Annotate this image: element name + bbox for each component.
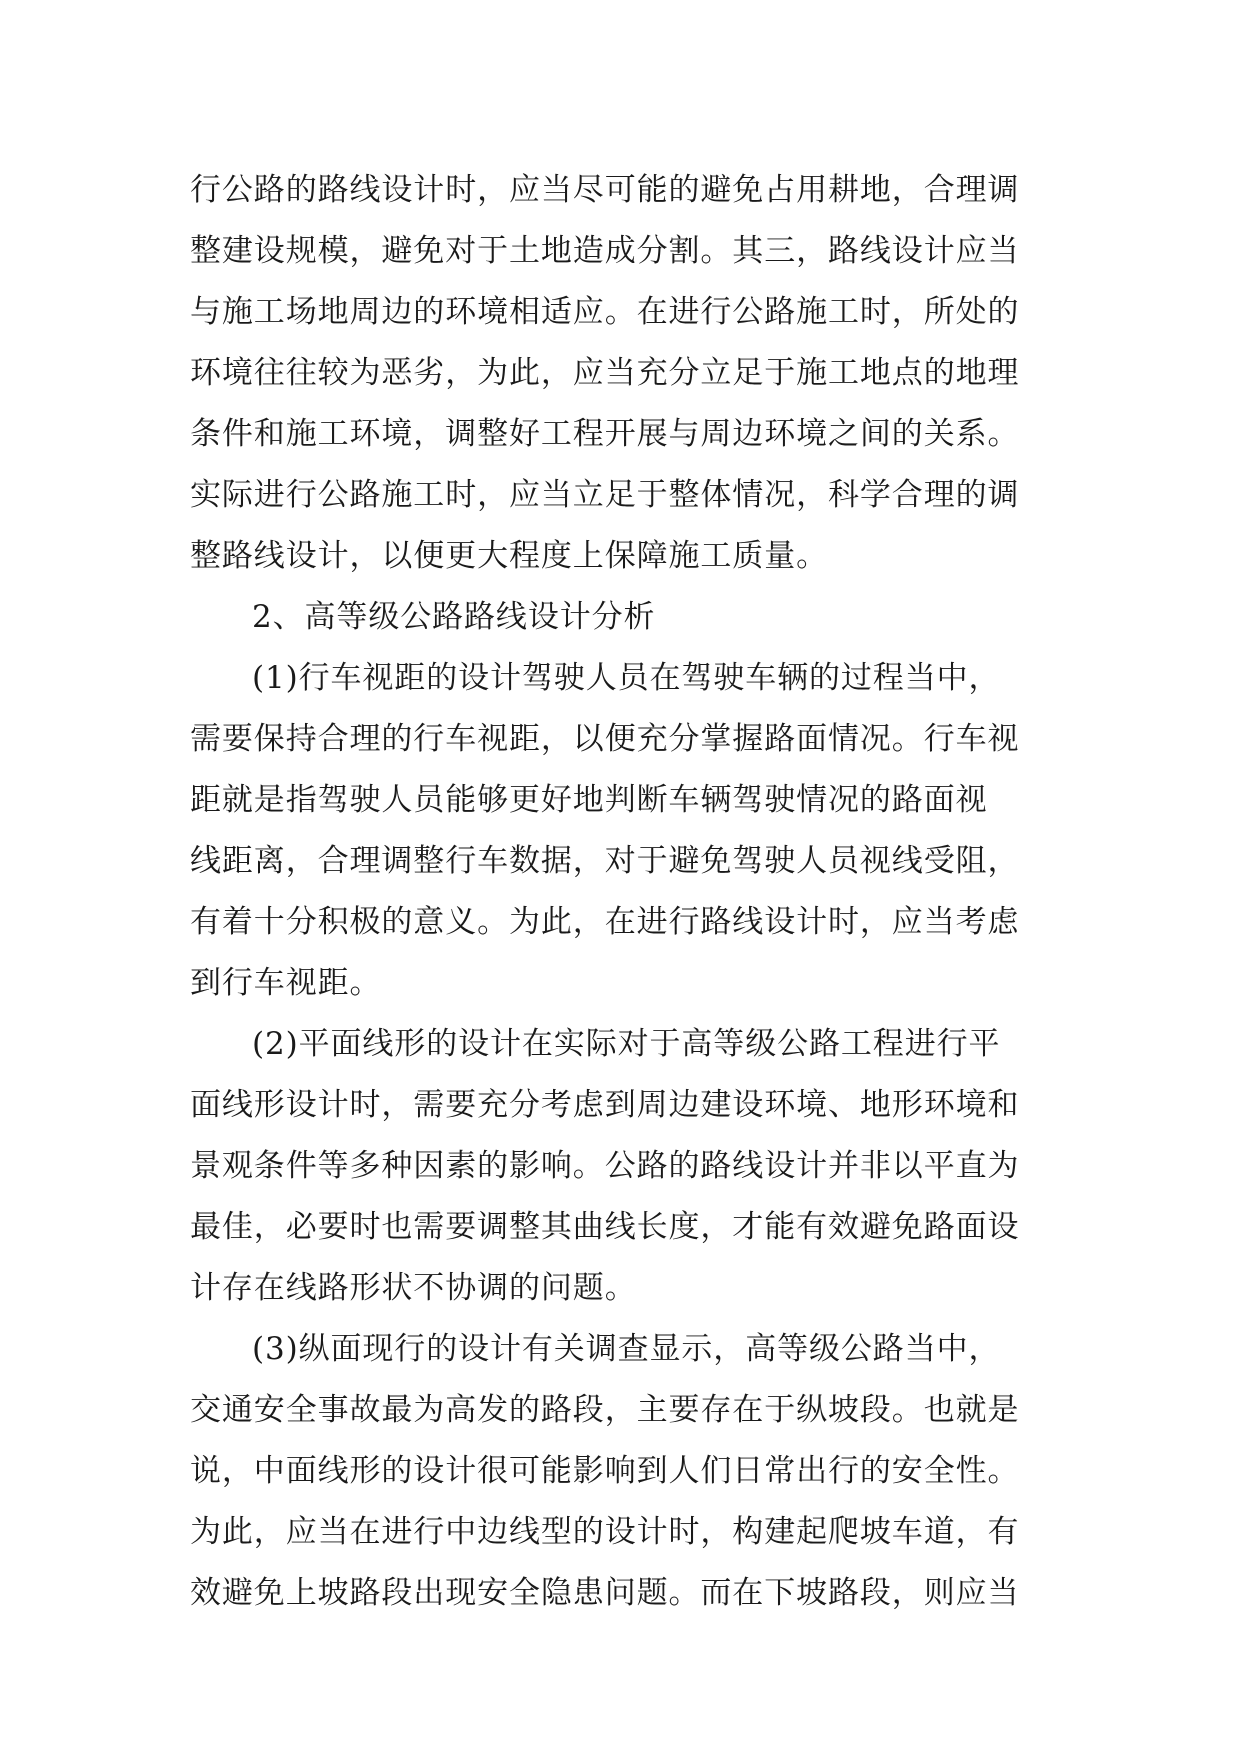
text-line: 为此，应当在进行中边线型的设计时，构建起爬坡车道，有 bbox=[190, 1514, 1020, 1550]
text-line: 面线形设计时，需要充分考虑到周边建设环境、地形环境和 bbox=[190, 1087, 1020, 1123]
section-heading: 2、高等级公路路线设计分析 bbox=[252, 599, 656, 635]
paragraph-start: (3)纵面现行的设计有关调查显示，高等级公路当中， bbox=[252, 1331, 1001, 1367]
text-line: 线距离，合理调整行车数据，对于避免驾驶人员视线受阻， bbox=[190, 843, 1020, 879]
text-line: 需要保持合理的行车视距，以便充分掌握路面情况。行车视 bbox=[190, 721, 1020, 757]
text-line: 到行车视距。 bbox=[190, 965, 382, 1001]
text-line: 最佳，必要时也需要调整其曲线长度，才能有效避免路面设 bbox=[190, 1209, 1020, 1245]
text-line: 景观条件等多种因素的影响。公路的路线设计并非以平直为 bbox=[190, 1148, 1020, 1184]
text-line: 距就是指驾驶人员能够更好地判断车辆驾驶情况的路面视 bbox=[190, 782, 988, 818]
paragraph-start: (1)行车视距的设计驾驶人员在驾驶车辆的过程当中， bbox=[252, 660, 1001, 696]
text-line: 整路线设计，以便更大程度上保障施工质量。 bbox=[190, 538, 828, 574]
text-line: 整建设规模，避免对于土地造成分割。其三，路线设计应当 bbox=[190, 233, 1020, 269]
text-line: 计存在线路形状不协调的问题。 bbox=[190, 1270, 637, 1306]
text-line: 实际进行公路施工时，应当立足于整体情况，科学合理的调 bbox=[190, 477, 1020, 513]
text-line: 与施工场地周边的环境相适应。在进行公路施工时，所处的 bbox=[190, 294, 1020, 330]
text-line: 效避免上坡路段出现安全隐患问题。而在下坡路段，则应当 bbox=[190, 1575, 1020, 1611]
body-text bbox=[190, 160, 1050, 1624]
text-line: 行公路的路线设计时，应当尽可能的避免占用耕地，合理调 bbox=[190, 172, 1020, 208]
text-line: 说，中面线形的设计很可能影响到人们日常出行的安全性。 bbox=[190, 1453, 1020, 1489]
text-line: 条件和施工环境，调整好工程开展与周边环境之间的关系。 bbox=[190, 416, 1020, 452]
text-line: 有着十分积极的意义。为此，在进行路线设计时，应当考虑 bbox=[190, 904, 1020, 940]
text-line: 交通安全事故最为高发的路段，主要存在于纵坡段。也就是 bbox=[190, 1392, 1020, 1428]
text-line: 环境往往较为恶劣，为此，应当充分立足于施工地点的地理 bbox=[190, 355, 1020, 391]
paragraph-start: (2)平面线形的设计在实际对于高等级公路工程进行平 bbox=[252, 1026, 1001, 1062]
